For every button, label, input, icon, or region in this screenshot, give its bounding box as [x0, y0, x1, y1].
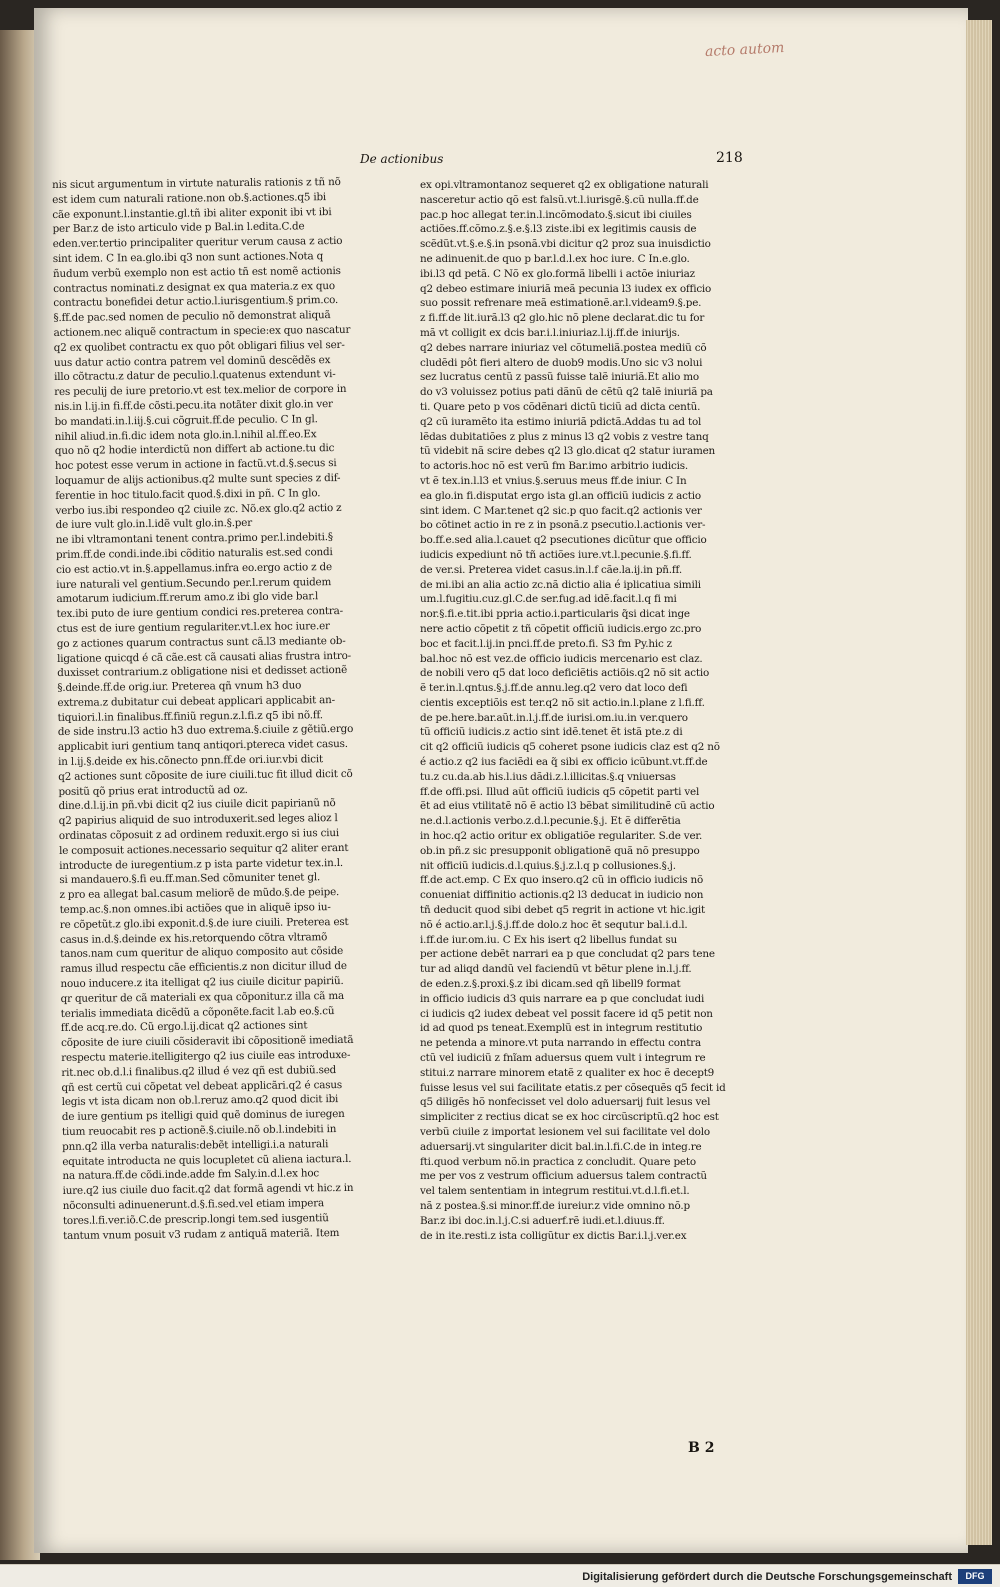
text-line: i.ff.de iur.om.iu. C Ex his isert q2 libellus fundat su: [420, 933, 677, 946]
text-line: hoc potest esse verum in actione in factũ.vt.d.§.secus si: [54, 457, 337, 473]
text-line: de iure gentium ps itelligi quid quẽ dominus de iuregen: [61, 1108, 345, 1124]
text-line: ne petenda a minore.vt puta narrando in effectu contra: [420, 1037, 702, 1050]
text-line: z fi.ff.de lit.iurã.l3 q2 glo.hic nõ plene declarat.dic tu for: [420, 312, 705, 325]
text-line: pnn.q2 illa verba naturalis:debẽt intelligi.i.a naturali: [62, 1137, 329, 1153]
text-line: q2 ex quolibet contractu ex quo pôt obligari filius vel ser-: [53, 338, 345, 354]
text-line: casus in.d.§.deinde ex his.retorquendo cõtra vltramõ: [59, 930, 328, 946]
text-line: ctũ vel iudiciũ z fnĩam aduersus quem vult i integrum re: [420, 1052, 706, 1065]
text-line: Bar.z ibi doc.in.l.j.C.si aduerf.rẽ iudi.et.l.diuus.ff.: [420, 1214, 665, 1227]
text-line: simpliciter z rectius dicat se ex hoc circũscriptũ.q2 hoc est: [420, 1111, 719, 1124]
text-line: contractu bonefidei detur actio.l.iurisgentium.§ prim.co.: [53, 294, 339, 310]
text-line: sez lucratus centũ z passũ fuisse talẽ iniuriã.Et alio mo: [420, 371, 699, 384]
text-line: cõposite de iure ciuili cõsideravit ibi cõpositionẽ imediatã: [60, 1034, 354, 1050]
text-line: de in ite.resti.z ista colligũtur ex dictis Bar.i.l.j.ver.ex: [420, 1229, 687, 1242]
text-line: do v3 voluissez potius pati dãnũ de cẽtũ q2 talẽ iniuriã pa: [420, 386, 713, 399]
text-line: amotarum iudicium.ff.rerum amo.z ibi glo vide bar.l: [56, 590, 319, 606]
handwritten-note: acto autom: [704, 39, 785, 61]
text-line: in hoc.q2 actio oritur ex obligatiõe regulariter. S.de ver.: [420, 830, 703, 843]
text-line: q2 debes narrare iniuriaz vel cõtumeliã.postea mediũ cõ: [420, 341, 707, 354]
text-line: est idem cum naturali ratione.non ob.§.actiones.q5 ibi: [52, 190, 327, 206]
text-line: actiões.ff.cõmo.z.§.e.§.l3 ziste.ibi ex legitimis causis de: [420, 223, 697, 236]
text-line: q5 diligẽs hõ nonfecisset vel dolo aduersarij fuit lesus vel: [420, 1096, 711, 1109]
text-line: nouo inducere.z ita itelligat q2 ius ciuile dicitur papiriũ.: [60, 975, 344, 990]
text-line: bal.hoc nõ est vez.de officio iudicis mercenario est claz.: [420, 652, 703, 665]
text-line: sint idem. C Mar.tenet q2 sic.p quo facit.q2 actionis ver: [420, 504, 702, 517]
text-line: ramus illud respectu cãe efficientis.z non dicitur illud de: [60, 960, 347, 976]
text-line: nã z postea.§.si minor.ff.de iureiur.z vide omnino nõ.p: [420, 1199, 690, 1212]
text-line: go z actiones quarum contractus sunt cã.l3 mediante ob-: [56, 634, 346, 650]
text-line: si mandauero.§.fi eu.ff.man.Sed cõmuniter tenet gl.: [59, 871, 321, 887]
text-line: ti. Quare peto p vos cõdẽnari dictũ ticiũ ad dicta centũ.: [420, 400, 701, 413]
text-line: nasceretur actio qõ est falsũ.vt.l.iurisgẽ.§.cũ nulla.ff.de: [420, 193, 699, 206]
text-line: §.ff.de pac.sed nomen de peculio nõ demonstrat aliquã: [53, 309, 331, 325]
text-line: tores.l.fi.ver.iõ.C.de prescrip.longi tem.sed iusgentiũ: [62, 1211, 329, 1227]
text-line: tur ad aliqd dandũ vel faciendũ vt bẽtur plene in.l.j.ff.: [420, 963, 692, 976]
text-line: verbũ ciuile z importat lesionem vel sui facilitate vel dolo: [420, 1126, 710, 1138]
text-line: eden.ver.tertio principaliter queritur verum causa z actio: [52, 235, 343, 251]
text-line: ferentie in hoc titulo.facit quod.§.dixi in pñ. C In glo.: [55, 486, 321, 502]
text-line: cientis exceptiõis est ter.q2 nõ sit actio.in.l.plane z l.fi.ff.: [420, 696, 705, 709]
text-line: dine.d.l.ij.in pñ.vbi dicit q2 ius ciuile dicit papirianũ nõ: [58, 797, 336, 813]
text-line: iudicis expediunt nõ tñ actiões iure.vt.l.pecunie.§.fi.ff.: [420, 548, 692, 561]
text-line: ibi.l3 qd petã. C Nõ ex glo.formã libelli i actõe iniuriaz: [420, 267, 695, 280]
text-line: respectu materie.itelligitergo q2 ius ciuile eas introduxe-: [61, 1048, 351, 1064]
text-line: tũ officiũ iudicis.z actio sint idẽ.tenet ẽt istã pte.z di: [420, 726, 683, 739]
text-line: iure naturali vel gentium.Secundo per.l.rerum quidem: [56, 575, 332, 591]
text-line: nihil aliud.in.fi.dic idem nota glo.in.l.nihil al.ff.eo.Ex: [54, 427, 317, 443]
text-line: positũ qõ prius erat introductũ ad oz.: [58, 783, 248, 798]
text-line: de nobili vero q5 dat loco deficiẽtis actiõis.q2 nõ sit actio: [420, 667, 710, 680]
digitization-footer: [0, 1564, 1000, 1587]
text-line: ea glo.in fi.disputat ergo ista gl.an officiũ iudicis z actio: [420, 489, 701, 502]
text-line: legis vt ista dicam non ob.l.reruz amo.q2 quod dicit ibi: [61, 1093, 339, 1109]
text-line: sint idem. C In ea.glo.ibi q3 non sunt actiones.Nota q: [52, 250, 324, 265]
signature-mark: B 2: [688, 1440, 715, 1456]
text-line: boc et facit.l.ij.in pnci.ff.de preto.fi. S3 fm Py.hic z: [420, 637, 672, 650]
text-line: prim.ff.de condi.inde.ibi cõditio naturalis est.sed condi: [55, 546, 333, 561]
text-line: aduersarij.vt singulariter dicit bal.in.l.fi.C.de in integ.re: [420, 1140, 702, 1153]
text-line: nõ é actio.ar.l.j.§.j.ff.de dolo.z hoc ẽt sequtur bal.i.d.l.: [420, 918, 688, 931]
text-line: loquamur de alijs actionibus.q2 multe sunt species z dif-: [55, 471, 341, 487]
text-line: equitate introducta ne quis locupletet cũ aliena iactura.l.: [62, 1152, 352, 1168]
text-line: scẽdũt.vt.§.e.§.in psonã.vbi dicitur q2 proz sua inuisdictio: [420, 238, 711, 251]
left-text-column: [52, 175, 379, 1244]
text-line: nis sicut argumentum in virtute naturalis rationis z tñ nõ: [52, 175, 341, 191]
text-line: id ad quod ps teneat.Exemplũ est in integrum restitutio: [420, 1022, 703, 1035]
text-line: ci iudicis q2 iudex debeat vel possit facere id q5 petit non: [420, 1007, 713, 1020]
text-line: nere actio cõpetit z tñ cõpetit officiũ iudicis.ergo zc.pro: [420, 622, 702, 635]
text-line: stitui.z narrare minorem etatẽ z qualiter ex hoc ẽ decept9: [420, 1066, 715, 1079]
text-line: per actione debẽt narrari ea p que concludat q2 pars tene: [420, 948, 715, 961]
text-line: nit officiũ iudicis.d.l.quius.§.j.z.l.q p collusiones.§.j.: [420, 859, 676, 872]
text-line: per Bar.z de isto articulo vide p Bal.in l.edita.C.de: [52, 220, 305, 236]
text-line: ob.in pñ.z sic presupponit obligationẽ quã nõ presuppo: [420, 844, 700, 857]
text-line: tanos.nam cum queritur de aliquo composito aut cõside: [60, 945, 344, 961]
text-line: qr queritur de cã materiali ex qua cõponitur.z illa cã ma: [60, 989, 345, 1005]
text-line: vt ẽ tex.in.l.l3 et vnius.§.seruus meus ff.de iniur. C In: [420, 474, 687, 487]
text-line: extrema.z dubitatur cui debeat applicari applicabit an-: [57, 693, 335, 709]
text-line: conueniat diffinitio actionis.q2 l3 deducat in iudicio non: [420, 889, 704, 902]
text-line: ligatione quicqd é cã cãe.est cã causati alias frustra intro-: [56, 649, 351, 665]
text-line: tex.ibi puto de iure gentium condici res.preterea contra-: [56, 605, 344, 621]
text-line: ne.d.l.actionis verbo.z.d.l.pecunie.§.j. Et ẽ differẽtia: [420, 815, 681, 828]
text-line: de eden.z.§.proxi.§.z ibi dicam.sed qñ libell9 format: [420, 978, 681, 991]
text-line: fuisse lesus vel sui facilitate etatis.z per cõsequẽs q5 fecit id: [420, 1081, 726, 1094]
text-line: actionem.nec aliquẽ contractum in specie:ex quo nascatur: [53, 323, 351, 339]
text-line: tantum vnum posuit v3 rudam z antiquã materiã. Item: [63, 1226, 340, 1242]
text-line: bo cõtinet actio in re z in psonã.z psecutio.l.actionis ver-: [420, 519, 706, 532]
text-line: z pro ea allegat bal.casum meliorẽ de mũdo.§.de peipe.: [59, 886, 340, 902]
text-line: §.deinde.ff.de orig.iur. Preterea qñ vnum h3 duo: [57, 679, 302, 695]
text-line: duxisset contrarium.z obligatione nisi et dedisset actionẽ: [57, 664, 348, 680]
text-line: nor.§.fi.e.tit.ibi ppria actio.i.particularis q̃si dicat inge: [420, 608, 690, 621]
text-line: ñudum verbũ exemplo non est actio tñ est nomẽ actionis: [52, 264, 341, 280]
text-line: ẽ ter.in.l.qntus.§.j.ff.de annu.leg.q2 vero dat loco defi: [420, 682, 688, 695]
text-line: de pe.here.bar.aũt.in.l.j.ff.de iurisi.om.iu.in ver.quero: [420, 711, 688, 724]
text-line: res peculij de iure pretorio.vt est tex.melior de corpore in: [54, 383, 347, 399]
text-line: introducte de iuregentium.z p ista parte videtur tex.in.l.: [59, 856, 343, 872]
text-line: to actoris.hoc nõ est verũ fm Bar.imo arbitrio iudicis.: [420, 460, 688, 473]
text-line: terialis immediata dicẽdũ a cõponẽte.facit l.ab eo.§.cũ: [60, 1004, 335, 1020]
running-title: De actionibus: [360, 152, 444, 166]
text-line: illo cõtractu.z datur de peculio.l.quatenus extendunt vi-: [54, 368, 336, 384]
text-line: ordinatas cõposuit z ad ordinem reduxit.ergo si ius ciui: [58, 827, 339, 843]
text-line: quo nõ q2 hodie interdictũ non differt ab actione.tu dic: [54, 442, 335, 458]
text-line: de iure vult glo.in.l.idẽ vult glo.in.§.per: [55, 517, 253, 532]
text-line: nis.in l.ij.in fi.ff.de cõsti.pecu.ita notãter dixit glo.in ver: [54, 398, 333, 413]
text-line: in officio iudicis d3 quis narrare ea p que concludat iudi: [420, 992, 705, 1005]
text-line: vel talem sententiam in integrum restitui.vt.d.l.fi.et.l.: [420, 1185, 690, 1198]
text-line: um.l.fugitiu.cuz.gl.C.de ser.fug.ad idẽ.facit.l.q fi mi: [420, 593, 677, 606]
text-line: ff.de act.emp. C Ex quo insero.q2 cũ in officio iudicis nõ: [420, 874, 704, 887]
text-line: tium reuocabit res p actionẽ.§.ciuile.nõ ob.l.indebiti in: [61, 1123, 337, 1138]
text-line: suo possit refrenare meã estimationẽ.ar.l.videam9.§.pe.: [420, 297, 702, 310]
text-line: lẽdas dubitatiões z plus z minus l3 q2 vobis z vestre tanq: [420, 430, 709, 443]
text-line: q2 actiones sunt cõposite de iure ciuili.tuc fit illud dicit cõ: [58, 767, 353, 783]
text-line: applicabit iuri gentium tanq antiqori.ptereca videt casus.: [57, 738, 348, 754]
text-line: pac.p hoc allegat ter.in.l.incõmodato.§.sicut ibi ciuiles: [420, 208, 692, 221]
text-line: q2 debeo estimare iniuriã meã pecunia l3 iudex ex officio: [420, 282, 712, 295]
text-line: rit.nec ob.d.l.i finalibus.q2 illud é vez qñ est dubiũ.sed: [61, 1063, 337, 1079]
text-line: re cõpetũt.z glo.ibi exponit.d.§.de iure ciuili. Preterea est: [59, 915, 349, 931]
text-line: ne adinuenit.de quo p bar.l.d.l.ex hoc iure. C In.e.glo.: [420, 252, 690, 265]
text-line: uus datur actio contra patrem vel dominũ descẽdẽs ex: [53, 353, 331, 369]
text-line: de mi.ibi an alia actio zc.nã dictio alia é iplicatiua simili: [420, 578, 701, 591]
text-line: ex opi.vltramontanoz sequeret q2 ex obligatione naturali: [420, 179, 709, 191]
text-line: ne ibi vltramontani tenent contra.primo per.l.indebiti.§: [55, 531, 333, 547]
text-line: cio est actio.vt in.§.appellamus.infra eo.ergo actio z de: [56, 560, 332, 576]
text-line: na natura.ff.de cõdi.inde.adde fm Saly.in.d.l.ex hoc: [62, 1167, 320, 1183]
text-line: ẽt ad eius vtilitatẽ nõ ẽ actio l3 bẽbat similitudinẽ cũ actio: [420, 800, 715, 813]
folio-number: 218: [716, 150, 743, 166]
text-line: temp.ac.§.non omnes.ibi actiões que in aliquẽ ipso iu-: [59, 901, 331, 917]
text-line: bo.ff.e.sed alia.l.cauet q2 psecutiones dicũtur que officio: [420, 534, 707, 547]
text-line: q2 papirius aliquid de suo introduxerit.sed leges alioz l: [58, 812, 338, 828]
dfg-logo: DFG: [958, 1569, 992, 1584]
text-line: verbo ius.ibi respondeo q2 ciuile zc. Nõ.ex glo.q2 actio z: [55, 501, 342, 517]
text-line: cludẽdi pôt fieri altero de duob9 modis.Uno sic v3 nolui: [420, 356, 703, 369]
text-line: in l.ij.§.deide ex his.cõnecto pnn.ff.de ori.iur.vbi dicit: [58, 753, 324, 769]
text-line: nõconsulti adinuenerunt.d.§.fi.sed.vel etiam impera: [62, 1197, 325, 1212]
text-line: contractus nominati.z designat ex qua materia.z ex quo: [53, 279, 335, 295]
text-line: tu.z cu.da.ab his.l.ius dãdi.z.l.illicitas.§.q vniuersas: [420, 770, 676, 783]
text-line: ff.de acq.re.do. Cũ ergo.l.ij.dicat q2 actiones sint: [60, 1019, 308, 1035]
text-line: ctus est de iure gentium regulariter.vt.l.ex hoc iure.er: [56, 620, 330, 635]
text-line: le composuit actiones.necessario sequitur q2 aliter erant: [58, 841, 349, 857]
funding-credit: Digitalisierung gefördert durch die Deutsche Forschungsgemeinschaft: [582, 1571, 952, 1583]
text-line: ff.de offi.psi. Illud aũt officiũ iudicis q5 cõpetit parti vel: [420, 785, 700, 798]
text-line: de side instru.l3 actio h3 duo extrema.§.ciuile z gẽtiũ.ergo: [57, 723, 354, 739]
text-line: cãe exponunt.l.instantie.gl.tñ ibi aliter exponit ibi vt ibi: [52, 205, 332, 221]
text-line: mã vt colligit ex dcis bar.i.l.iniuriaz.l.ij.ff.de iniurijs.: [420, 326, 680, 339]
text-line: tiquiori.l.in finalibus.ff.finiũ regun.z.l.fi.z q5 ibi nõ.ff.: [57, 708, 323, 724]
text-line: fti.quod verbum nõ.in practica z concludit. Quare peto: [420, 1155, 696, 1168]
text-line: q2 cũ iuramẽto ita estimo iniuriã pdictã.Addas tu ad tol: [420, 415, 702, 428]
text-line: é actio.z q2 ius faciẽdi ea q̃ sibi ex officio icũbunt.vt.ff.de: [420, 756, 708, 769]
text-line: iure.q2 ius ciuile duo facit.q2 dat formã agendi vt hic.z in: [62, 1182, 354, 1198]
text-line: tũ videbit nã scire debes q2 l3 glo.dicat q2 statur iuramen: [420, 445, 716, 458]
text-line: qñ est certũ cui cõpetat vel debeat applicãri.q2 é casus: [61, 1078, 343, 1094]
text-line: tñ deducit quod sibi debet q5 regrit in actione vt hic.igit: [420, 904, 705, 917]
text-line: cit q2 officiũ iudicis q5 coheret psone iudicis claz est q2 nõ: [420, 741, 720, 754]
page-fore-edge: [966, 20, 992, 1545]
right-text-column: [420, 178, 765, 1243]
text-line: me per vos z vestrum officium aduersus talem contractũ: [420, 1170, 707, 1183]
text-line: bo mandati.in.l.iij.§.cui cõgruit.ff.de peculio. C In gl.: [54, 412, 318, 428]
text-line: de ver.si. Preterea videt casus.in.l.f cãe.la.ij.in pñ.ff.: [420, 563, 682, 576]
